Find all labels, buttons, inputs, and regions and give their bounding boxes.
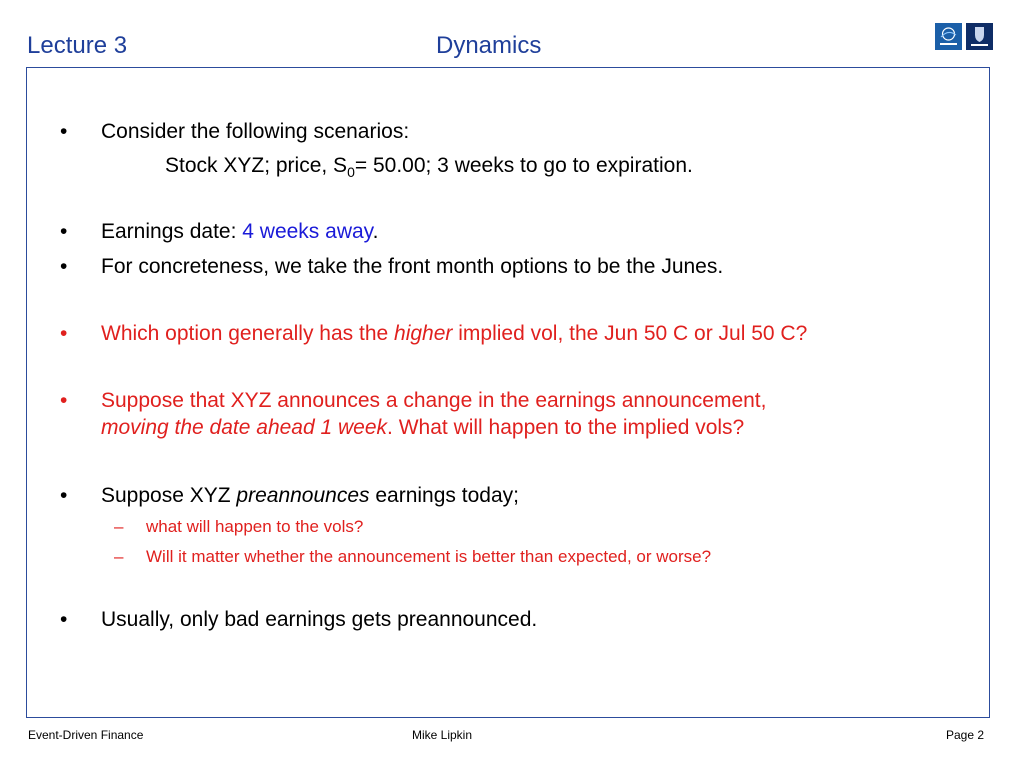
bullet-text-end: .	[372, 220, 379, 243]
emphasis-text: moving the date ahead 1 week	[101, 416, 388, 439]
sub-bullet-vols	[114, 517, 364, 537]
bullet-announce-change-cont	[101, 416, 744, 440]
bullet-text: For concreteness, we take the front month options to be the Junes.	[101, 255, 724, 278]
bullet-which-option	[60, 322, 808, 346]
header-logos	[935, 23, 993, 50]
highlight-text: 4 weeks away	[242, 220, 373, 243]
subscript-zero: 0	[347, 164, 355, 181]
bullet-text: Usually, only bad earnings gets preannounced.	[101, 608, 538, 631]
bullet-marker: •	[60, 255, 68, 278]
bullet-text: Earnings date:	[101, 220, 243, 243]
bullet-text-end: . What will happen to the implied vols?	[387, 416, 745, 439]
bullet-announce-change	[60, 389, 767, 413]
sub-bullet-better-worse	[114, 547, 712, 567]
bullet-earnings-date	[60, 220, 379, 244]
bullet-concreteness	[60, 255, 724, 279]
bullet-text: Suppose XYZ	[101, 484, 237, 507]
bullet-bad-earnings	[60, 608, 538, 632]
oxford-university-crest	[966, 23, 993, 50]
scenario-text-a: Stock XYZ; price, S	[165, 154, 348, 177]
bullet-marker: •	[60, 220, 68, 243]
bullet-marker: •	[60, 389, 68, 412]
sub-bullet-text: Will it matter whether the announcement is better than expected, or worse?	[146, 547, 712, 566]
emphasis-text: higher	[394, 322, 453, 345]
footer-course: Event-Driven Finance	[28, 728, 144, 742]
bullet-scenarios	[60, 120, 410, 144]
bullet-marker: •	[60, 322, 68, 345]
dash-marker: –	[114, 547, 124, 566]
lecture-label: Lecture 3	[27, 32, 128, 59]
bullet-marker: •	[60, 120, 68, 143]
footer-page-number: Page 2	[946, 728, 985, 742]
scenario-text-b: = 50.00; 3 weeks to go to expiration.	[354, 154, 693, 177]
said-business-school-logo	[935, 23, 962, 50]
emphasis-text: preannounces	[236, 484, 370, 507]
scenario-detail	[165, 154, 693, 180]
bullet-marker: •	[60, 608, 68, 631]
slide-content	[27, 68, 989, 717]
dash-marker: –	[114, 517, 124, 536]
bullet-preannounce	[60, 484, 519, 508]
bullet-text: Suppose that XYZ announces a change in the earnings announcement,	[101, 389, 767, 412]
slide-title: Dynamics	[436, 32, 542, 59]
bullet-text-end: earnings today;	[369, 484, 519, 507]
content-frame	[26, 67, 990, 718]
sub-bullet-text: what will happen to the vols?	[146, 517, 364, 536]
bullet-marker: •	[60, 484, 68, 507]
footer-author: Mike Lipkin	[412, 728, 473, 742]
bullet-text: Consider the following scenarios:	[101, 120, 410, 143]
bullet-text-end: implied vol, the Jun 50 C or Jul 50 C?	[452, 322, 808, 345]
bullet-text: Which option generally has the	[101, 322, 395, 345]
